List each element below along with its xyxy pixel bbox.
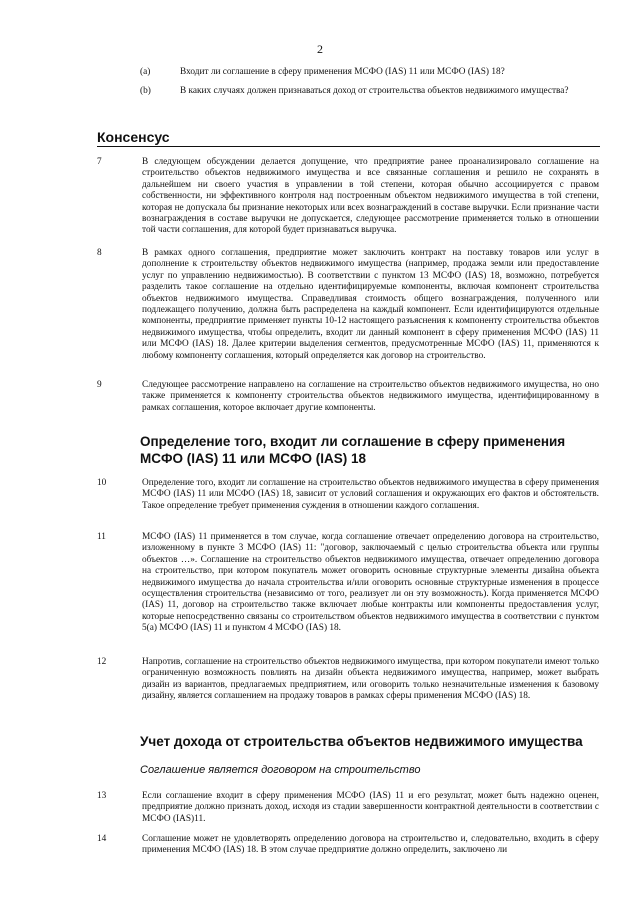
paragraph-text: Если соглашение входит в сферу применения МСФО (IAS) 11 и его результат, может быть надежно оценен, предприятие должно признать доход, исходя из стадии завершенности контрактной деятельности в соответствии с МСФО (IAS)11. (142, 791, 599, 824)
paragraph-text: МСФО (IAS) 11 применяется в том случае, когда соглашение отвечает определению договора на строительство, изложенному в пункте 3 МСФО (IAS) 11: "договор, заключаемый с целью строительства объекта или группы объектов …». Соглашение на строительство объектов недвижимого имущества, отвечает определению договора на строительство, при котором покупатель может оговорить основные структурные элементы дизайна объекта недвижимого имущества до начала строительства и/или оговорить основные структурные изменения в процессе осуществления строительства (независимо от того, реализует ли он эту возможность). Когда применяется МСФО (IAS) 11, договор на строительство также включает любые контракты или компоненты предоставления услуг, которые непосредственно связаны со строительством объектов недвижимого имущества в соответствии с пунктом 5(a) МСФО (IAS) 11 и пунктом 4 МСФО (IAS) 18. (142, 532, 599, 634)
consensus-heading: Консенсус (97, 129, 170, 145)
paragraph-number: 13 (97, 791, 107, 801)
paragraph-number: 7 (97, 157, 102, 167)
construction-subheading: Соглашение является договором на строительство (140, 764, 421, 776)
question-marker: (b) (140, 86, 151, 96)
paragraph-number: 12 (97, 657, 107, 667)
paragraph-text: Соглашение может не удовлетворять определению договора на строительство и, следовательно, входить в сферу применения МСФО (IAS) 18. В этом случае предприятие должно определить, заключено ли (142, 834, 599, 856)
heading-rule (97, 146, 600, 147)
question-text: Входит ли соглашение в сферу применения МСФО (IAS) 11 или МСФО (IAS) 18? (180, 67, 505, 77)
paragraph-number: 14 (97, 834, 107, 844)
question-b (140, 86, 604, 110)
page-number: 2 (317, 42, 323, 56)
paragraph-text: В следующем обсуждении делается допущение, что предприятие ранее проанализировало соглашение на строительство объектов недвижимого имущества и все связанные соглашения и решило не сохранять в дальнейшем ни своего участия в управлении в той степени, которая обычно ассоциируется с правом собственности, ни эффективного контроля над построенным объектом недвижимого имущества в той степени, которая не допускала бы признание некоторых или всех вознаграждений в составе выручки. Если признание части вознаграждения в составе выручки не допускается, следующее рассмотрение применяется только в отношении той части соглашения, для которой будет признаваться выручка. (142, 157, 599, 236)
paragraph-number: 10 (97, 478, 107, 488)
question-text: В каких случаях должен признаваться доход от строительства объектов недвижимого имущества? (180, 86, 569, 96)
scope-heading: Определение того, входит ли соглашение в сферу применения МСФО (IAS) 11 или МСФО (IAS) 18 (140, 434, 566, 466)
revenue-heading: Учет дохода от строительства объектов недвижимого имущества (140, 734, 583, 749)
paragraph-number: 11 (97, 532, 106, 542)
question-marker: (a) (140, 67, 151, 77)
paragraph-text: В рамках одного соглашения, предприятие может заключить контракт на поставку товаров или услуг в дополнение к строительству объектов недвижимого имущества (например, продажа земли или предоставление услуг по управлению недвижимостью). В соответствии с пунктом 13 МСФО (IAS) 18, возможно, потребуется разделить такое соглашение на отдельно идентифицируемые компоненты, включая компонент строительства объектов недвижимого имущества. Справедливая стоимость общего вознаграждения, полученного или подлежащего получению, должна быть распределена на каждый компонент. Если идентифицируются отдельные компоненты, предприятие применяет пункты 10-12 настоящего разъяснения к компоненту строительства объектов недвижимого имущества, чтобы определить, входит ли данный компонент в сферу применения МСФО (IAS) 11 или МСФО (IAS) 18. Далее критерии выделения сегментов, предусмотренные МСФО (IAS) 11, применяются к любому компоненту соглашения, который определяется как договор на строительство. (142, 248, 599, 361)
paragraph-number: 8 (97, 248, 102, 258)
paragraph-text: Напротив, соглашение на строительство объектов недвижимого имущества, при котором покупатели имеют только ограниченную возможность повлиять на дизайн объекта недвижимого имущества, например, может выбрать дизайн из вариантов, предлагаемых предприятием, или оговорить только незначительные изменения к базовому дизайну, является соглашением на продажу товаров в рамках сферы применения МСФО (IAS) 18. (142, 657, 599, 702)
question-a (140, 67, 604, 79)
paragraph-text: Определение того, входит ли соглашение на строительство объектов недвижимого имущества в сферу применения МСФО (IAS) 11 или МСФО (IAS) 18, зависит от условий соглашения и окружающих его фактов и обстоятельств. Такое определение требует применения суждения в отношении каждого соглашения. (142, 478, 599, 511)
paragraph-number: 9 (97, 380, 102, 390)
paragraph-text: Следующее рассмотрение направлено на соглашение на строительство объектов недвижимого имущества, но оно также применяется к компоненту строительства объектов недвижимого имущества, идентифицированному в рамках соглашения, которое включает другие компоненты. (142, 380, 599, 413)
